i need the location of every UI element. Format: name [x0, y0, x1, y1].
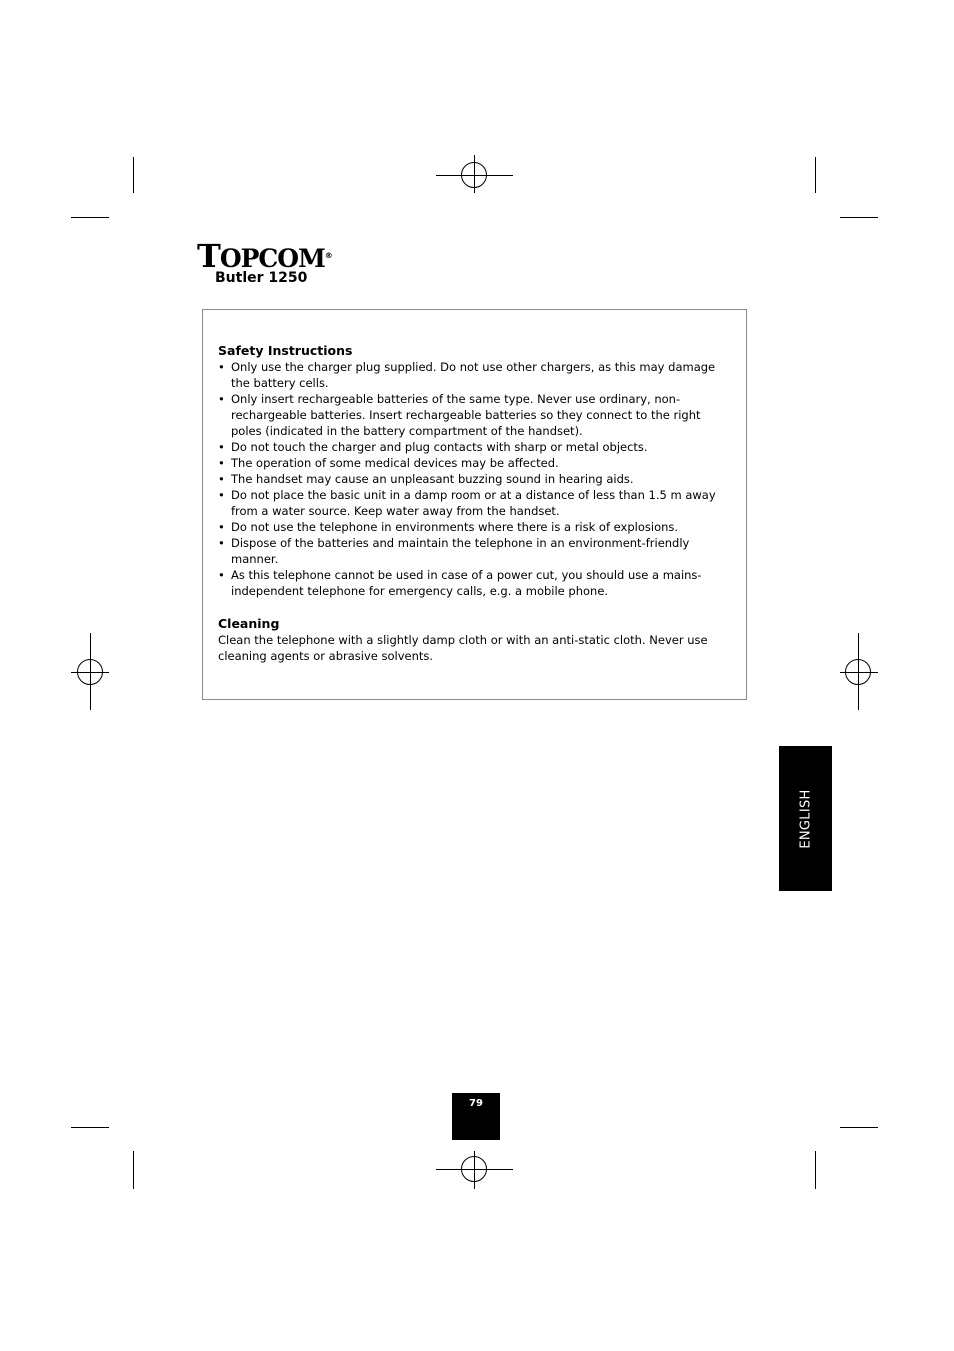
crop-mark [840, 217, 878, 218]
crop-mark [133, 157, 134, 193]
cleaning-title: Cleaning [218, 616, 280, 631]
brand-logo-text: TOPCOM® [197, 237, 332, 275]
safety-list [218, 359, 728, 599]
language-label: ENGLISH [798, 788, 813, 849]
list-item: • Do not touch the charger and plug contacts with sharp or metal objects. [218, 439, 728, 455]
list-item: • Do not use the telephone in environments where there is a risk of explosions. [218, 519, 728, 535]
list-item: • The handset may cause an unpleasant buzzing sound in hearing aids. [218, 471, 728, 487]
content-area [218, 342, 728, 664]
list-item: • Dispose of the batteries and maintain the telephone in an environment-friendly manner. [218, 535, 728, 567]
product-model: Butler 1250 [215, 270, 308, 286]
crop-mark [840, 1127, 878, 1128]
safety-title: Safety Instructions [218, 343, 353, 358]
cleaning-text: Clean the telephone with a slightly damp cloth or with an anti-static cloth. Never use cleaning agents or abrasive solvents. [218, 633, 708, 663]
language-tab [779, 746, 832, 891]
crop-mark [71, 217, 109, 218]
registered-mark: ® [324, 251, 332, 260]
page-number: 79 [452, 1093, 500, 1140]
list-item: • The operation of some medical devices may be affected. [218, 455, 728, 471]
list-item: • Only insert rechargeable batteries of the same type. Never use ordinary, non-rechargeable batteries. Insert rechargeable batteries so they connect to the right poles (indicated in the battery compartment of the handset). [218, 391, 728, 439]
crop-mark [133, 1151, 134, 1189]
crop-mark [71, 1127, 109, 1128]
list-item: • As this telephone cannot be used in case of a power cut, you should use a mains-independent telephone for emergency calls, e.g. a mobile phone. [218, 567, 728, 599]
list-item: • Do not place the basic unit in a damp room or at a distance of less than 1.5 m away from a water source. Keep water away from the handset. [218, 487, 728, 519]
crop-mark [815, 1151, 816, 1189]
list-item: • Only use the charger plug supplied. Do not use other chargers, as this may damage the battery cells. [218, 359, 728, 391]
crop-mark [815, 157, 816, 193]
